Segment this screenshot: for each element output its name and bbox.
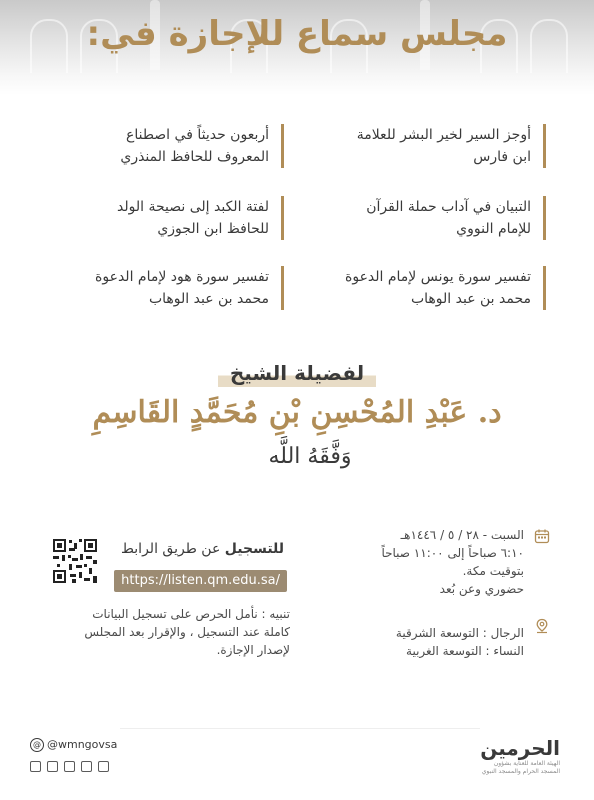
notice	[40, 605, 290, 659]
youtube-icon[interactable]	[81, 761, 92, 772]
instagram-icon[interactable]	[64, 761, 75, 772]
snapchat-icon[interactable]	[30, 761, 41, 772]
book-author: محمد بن عبد الوهاب	[410, 291, 531, 307]
book-title: لفتة الكبد إلى نصيحة الولد	[117, 199, 269, 215]
book-title: تفسير سورة يونس لإمام الدعوة	[345, 269, 531, 285]
x-icon[interactable]	[47, 761, 58, 772]
social-handle[interactable]	[30, 738, 117, 752]
book-author: ابن فارس	[473, 149, 531, 165]
book-item	[31, 124, 284, 168]
schedule-line: ٦:١٠ صباحاً إلى ١١:٠٠ صباحاً	[381, 546, 524, 560]
book-title: التبيان في آداب حملة القرآن	[366, 199, 531, 215]
notice-line: تنبيه : نأمل الحرص على تسجيل البيانات	[92, 607, 290, 621]
registration-label	[121, 541, 284, 557]
sheikh-name: د. عَبْدِ المُحْسِنِ بْنِ مُحَمَّدٍ القَاسِمِ	[92, 395, 502, 430]
brand-name: الحرمين	[480, 736, 560, 760]
registration-link[interactable]: https://listen.qm.edu.sa/	[114, 570, 287, 592]
brand-subtitle: الهيئة العامة للعناية بشؤون المسجد الحرام والمسجد النبوي	[481, 760, 560, 775]
book-author: للإمام النووي	[456, 221, 531, 237]
sheikh-label-text: لفضيلة الشيخ	[218, 361, 376, 387]
schedule-line: بتوقيت مكة.	[462, 564, 524, 578]
at-icon: @	[30, 738, 44, 752]
social-icons	[30, 757, 115, 776]
location-line: الرجال : التوسعة الشرقية	[395, 626, 524, 640]
book-item	[31, 266, 284, 310]
sheikh-prayer: وَفَّقَهُ اللَّه	[268, 444, 352, 469]
schedule-line: حضوري وعن بُعد	[439, 582, 524, 596]
registration-label-bold: للتسجيل	[224, 541, 284, 557]
location-info	[354, 624, 524, 660]
facebook-icon[interactable]	[98, 761, 109, 772]
notice-line: كاملة عند التسجيل ، والإقرار بعد المجلس	[84, 625, 290, 639]
book-author: محمد بن عبد الوهاب	[148, 291, 269, 307]
location-pin-icon	[534, 618, 550, 634]
book-title: تفسير سورة هود لإمام الدعوة	[95, 269, 269, 285]
sheikh-label	[0, 361, 594, 387]
book-title: أربعون حديثاً في اصطناع	[125, 127, 269, 143]
registration-label-rest: عن طريق الرابط	[121, 541, 225, 557]
book-author: المعروف للحافظ المنذري	[120, 149, 269, 165]
book-item	[31, 196, 284, 240]
footer-divider	[120, 728, 480, 729]
schedule-line: السبت - ٢٨ / ٥ / ١٤٤٦هـ	[400, 528, 524, 542]
schedule-info	[364, 526, 524, 598]
book-item	[293, 266, 546, 310]
book-title: أوجز السير لخير البشر للعلامة	[356, 127, 531, 143]
social-handle-text: @wmngovsa	[47, 738, 118, 751]
notice-line: لإصدار الإجازة.	[216, 643, 290, 657]
book-author: للحافظ ابن الجوزي	[157, 221, 269, 237]
qr-code[interactable]	[52, 538, 98, 584]
book-item	[293, 124, 546, 168]
calendar-icon	[534, 528, 550, 544]
book-item	[293, 196, 546, 240]
brand-logo	[480, 736, 560, 776]
location-line: النساء : التوسعة الغربية	[406, 644, 524, 658]
page-title: مجلس سماع للإجازة في:	[86, 14, 508, 54]
